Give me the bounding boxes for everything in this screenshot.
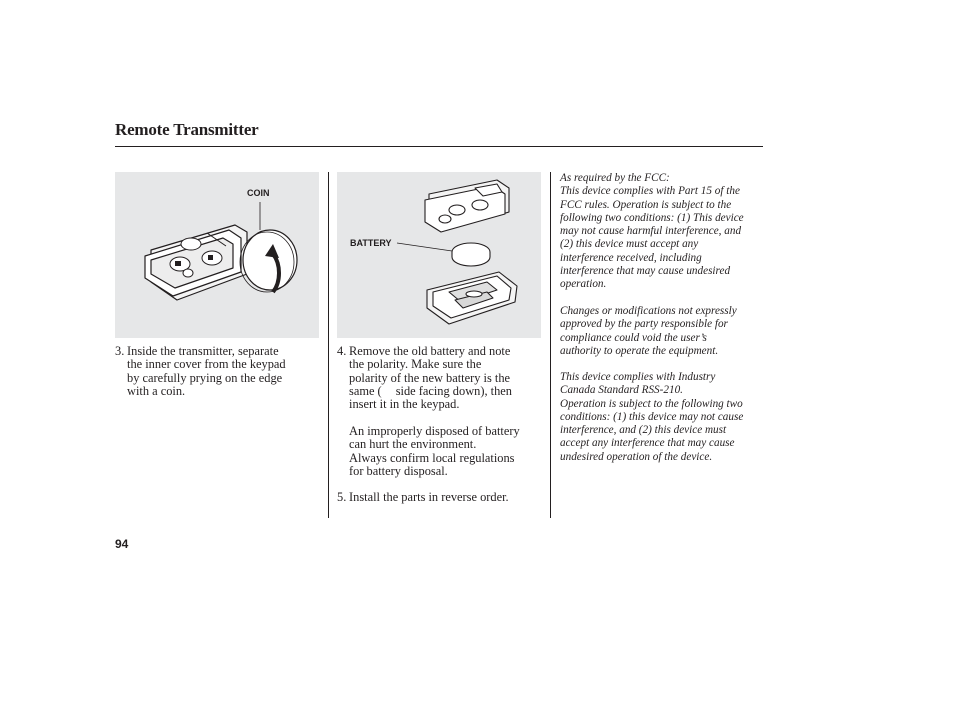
fcc-statement (560, 172, 770, 292)
fcc-line: authority to operate the equipment. (560, 344, 719, 357)
fcc-line: Operation is subject to the following two (560, 397, 743, 410)
figure-coin-illustration (115, 172, 319, 338)
fcc-line: accept any interference that may cause (560, 437, 735, 450)
fcc-line: Canada Standard RSS-210. (560, 384, 683, 397)
title-divider (115, 146, 763, 147)
note-line: An improperly disposed of battery (349, 424, 520, 438)
step-5-line: Install the parts in reverse order. (349, 490, 509, 504)
note-line: for battery disposal. (349, 463, 448, 478)
fcc-line: may not cause harmful interference, and (560, 225, 742, 238)
fcc-line: interference, and (2) this device must (560, 424, 727, 437)
step-4-line: insert it in the keypad. (349, 397, 460, 412)
figure-battery (337, 172, 541, 338)
step-5-number: 5. (337, 490, 347, 504)
column-divider-2 (550, 172, 551, 518)
fcc-line: operation. (560, 278, 607, 291)
coin-callout: COIN (247, 188, 270, 198)
step-4-number: 4. (337, 344, 347, 358)
battery-disposal-note (349, 425, 547, 478)
figure-coin (115, 172, 319, 338)
step-4-line: the polarity. Make sure the (349, 357, 482, 372)
step-3-number: 3. (115, 344, 125, 358)
step-4-line: polarity of the new battery is the (349, 370, 511, 385)
fcc-line: conditions: (1) this device may not cause (560, 410, 744, 423)
fcc-line: approved by the party responsible for (560, 318, 728, 331)
note-line: can hurt the environment. (349, 437, 477, 452)
step-3-line: Inside the transmitter, separate (127, 344, 279, 358)
column-divider-1 (328, 172, 329, 518)
fcc-line: interference that may cause undesired (560, 265, 731, 278)
battery-callout: BATTERY (350, 238, 392, 248)
fcc-line: FCC rules. Operation is subject to the (560, 198, 732, 211)
industry-canada-statement (560, 371, 770, 464)
step-4-line: Remove the old battery and note (349, 344, 511, 358)
step-3-line: by carefully prying on the edge (127, 370, 283, 385)
step-4-fragment: side facing down), then (395, 383, 512, 398)
fcc-line: This device complies with Part 15 of the (560, 185, 740, 198)
fcc-line: As required by the FCC: (560, 172, 670, 184)
figure-battery-illustration (337, 172, 541, 338)
fcc-modifications-statement (560, 305, 770, 358)
step-3-line: the inner cover from the keypad (127, 357, 286, 372)
note-line: Always confirm local regulations (349, 450, 515, 465)
page-title: Remote Transmitter (115, 120, 259, 139)
fcc-line: following two conditions: (1) This device (560, 211, 744, 224)
step-4-fragment: same ( (349, 383, 382, 398)
step-4-line-polarity (349, 385, 512, 398)
fcc-line: Changes or modifications not expressly (560, 305, 737, 317)
fcc-line: This device complies with Industry (560, 371, 716, 383)
page-number: 94 (115, 537, 129, 551)
fcc-line: undesired operation of the device. (560, 450, 713, 463)
fcc-line: compliance could void the user’s (560, 331, 707, 344)
step-3-line: with a coin. (127, 383, 186, 398)
fcc-line: interference received, including (560, 251, 702, 264)
fcc-line: (2) this device must accept any (560, 238, 699, 251)
